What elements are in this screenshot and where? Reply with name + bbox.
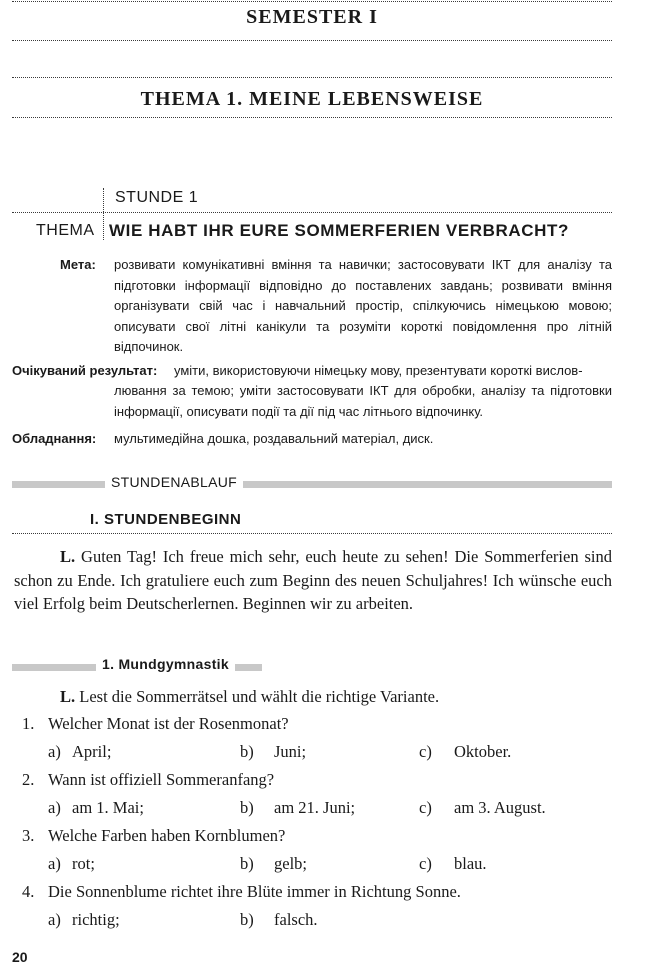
option-key: c)	[419, 798, 432, 817]
option-value: am 1. Mai;	[72, 798, 144, 817]
option-value: falsch.	[274, 910, 318, 929]
question-number: 2.	[22, 770, 35, 789]
expected-text: лювання за темою; уміти застосовувати ІКТ для обробки, аналізу та підготовки інформації, описувати події та дії під час літнього відпочинку.	[114, 383, 612, 419]
question-text: Wann ist offiziell Sommeranfang?	[48, 770, 275, 789]
exercise-instruction-text: Lest die Sommerrätsel und wählt die richtige Variante.	[75, 687, 440, 706]
option-key: b)	[240, 798, 254, 817]
intro-text: Guten Tag! Ich freue mich sehr, euch heute zu sehen! Die Sommerferien sind schon zu Ende. Ich gratuliere euch zum Beginn des neuen Schuljahres! Ich wünsche euch viel Erfolg beim Deutscherlernen. Beginnen wir zu arbeiten.	[14, 547, 612, 613]
equipment-label: Обладнання:	[12, 431, 97, 446]
option-value: rot;	[72, 854, 95, 873]
option-key: b)	[240, 910, 254, 929]
semester-heading: SEMESTER I	[246, 6, 378, 28]
topic-heading: THEMA 1. MEINE LEBENSWEISE	[140, 88, 484, 110]
intro-paragraph	[14, 545, 612, 616]
intro-speaker: L.	[60, 547, 76, 566]
option-key: c)	[419, 742, 432, 761]
option-key: c)	[419, 854, 432, 873]
option-value: blau.	[454, 854, 487, 873]
option-key: b)	[240, 742, 254, 761]
goals-text: розвивати комунікативні вміння та навички; застосовувати ІКТ для аналізу та підготовки інформації відповідно до поставлених завдань; розвивати вміння організувати свій час і навчальний простір, спілкуючись німецькою мовою; описувати свої літні канікули та розуміти короткі повідомлення про літній відпочинок.	[114, 257, 612, 354]
exercise-title: 1. Mundgymnastik	[96, 656, 235, 672]
equipment-text: мультимедійна дошка, роздавальний матеріал, диск.	[114, 431, 434, 446]
question-text: Die Sonnenblume richtet ihre Blüte immer in Richtung Sonne.	[48, 882, 461, 901]
question-number: 1.	[22, 714, 35, 733]
stundenablauf-label: STUNDENABLAUF	[105, 474, 243, 490]
option-key: a)	[48, 798, 61, 817]
option-value: Oktober.	[454, 742, 512, 761]
option-key: b)	[240, 854, 254, 873]
goals-label: Мета:	[60, 257, 96, 272]
question-text: Welche Farben haben Kornblumen?	[48, 826, 286, 845]
expected-text-line1: уміти, використовуючи німецьку мову, презентувати короткі вислов-	[174, 363, 583, 378]
question-number: 3.	[22, 826, 35, 845]
lesson-divider	[103, 188, 104, 240]
option-key: a)	[48, 854, 61, 873]
exercise-speaker: L.	[60, 687, 76, 706]
option-value: Juni;	[274, 742, 307, 761]
option-value: gelb;	[274, 854, 307, 873]
option-value: am 21. Juni;	[274, 798, 356, 817]
expected-label: Очікуваний результат:	[12, 363, 158, 378]
lesson-number: STUNDE 1	[115, 189, 199, 206]
stundenablauf-bar	[12, 481, 612, 488]
question-text: Welcher Monat ist der Rosenmonat?	[48, 714, 289, 733]
page-number: 20	[12, 949, 28, 965]
option-value: April;	[72, 742, 112, 761]
option-value: richtig;	[72, 910, 120, 929]
lesson-thema-title: WIE HABT IHR EURE SOMMERFERIEN VERBRACHT?	[109, 221, 569, 240]
option-key: a)	[48, 742, 61, 761]
lesson-thema-label: THEMA	[36, 222, 95, 239]
exercise-instruction	[60, 687, 439, 707]
option-value: am 3. August.	[454, 798, 546, 817]
question-number: 4.	[22, 882, 35, 901]
stundenbeginn-heading: I. STUNDENBEGINN	[90, 511, 242, 528]
option-key: a)	[48, 910, 61, 929]
